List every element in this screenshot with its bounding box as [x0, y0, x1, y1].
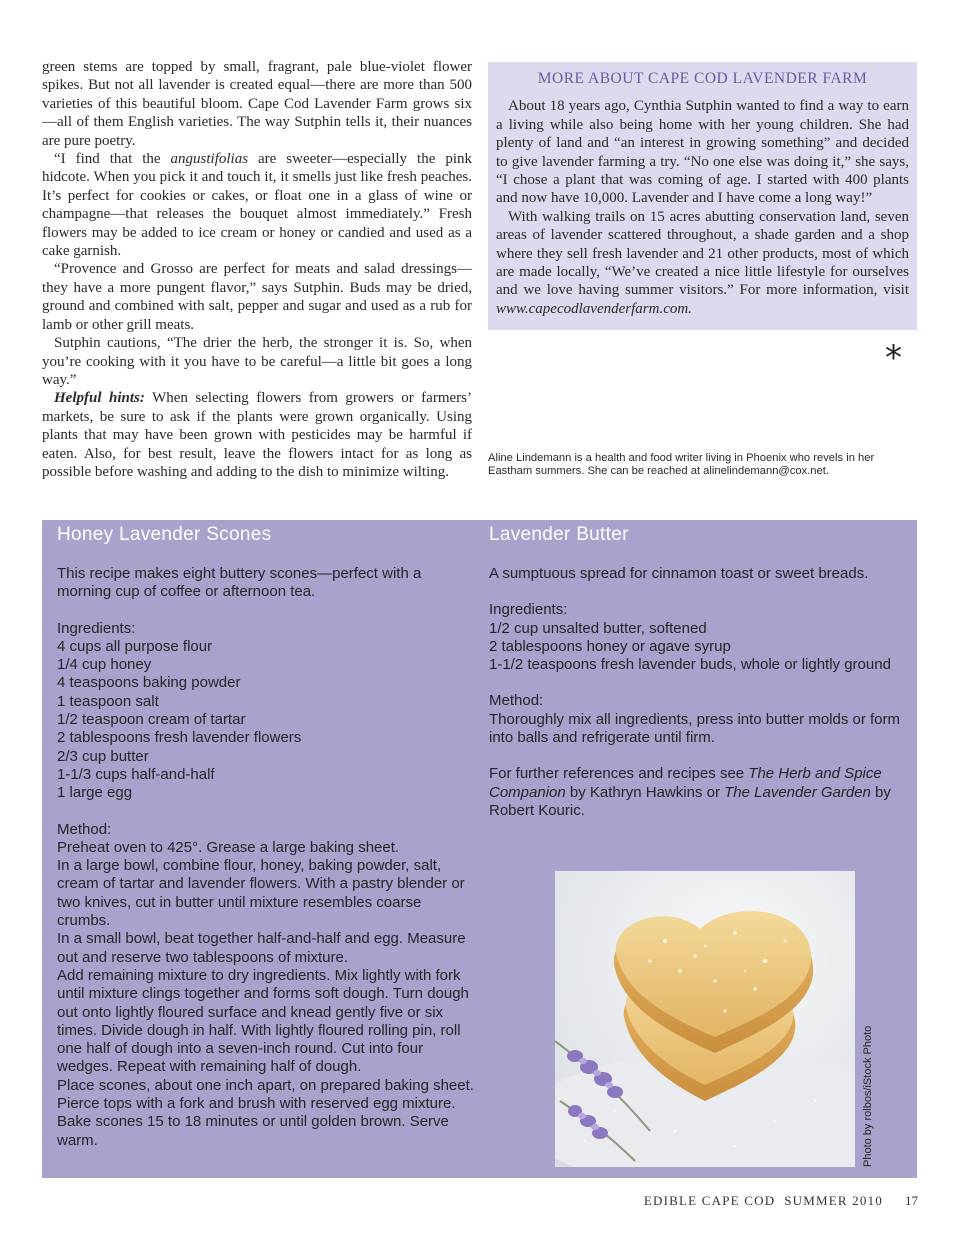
- article-paragraph: green stems are topped by small, fragrant, pale blue-violet flower spikes. But not all lavender is created equal—there are more than 500 varieties of this beautiful bloom. Cape Cod Lavender Farm grows six—all of them English varieties. The way Sutphin tells it, their nuances are pure poetry.: [42, 59, 472, 149]
- article-paragraph: “Provence and Grosso are perfect for meats and salad dressings—they have a more pungent flavor,” says Sutphin. Buds may be dried, ground and combined with salt, pepper and sugar and used as a rub for lamb or other grill meats.: [42, 261, 472, 333]
- references-part: by Robert Kouric.: [489, 783, 891, 819]
- ingredient-item: 1/4 cup honey: [57, 656, 152, 674]
- ingredients-list: [57, 638, 477, 803]
- ingredient-item: 1-1/2 teaspoons fresh lavender buds, whole or lightly ground: [489, 656, 891, 674]
- helpful-hints-label: Helpful hints:: [54, 390, 145, 407]
- method-step: Preheat oven to 425°. Grease a large baking sheet.: [57, 838, 400, 856]
- ingredient-item: 1/2 teaspoon cream of tartar: [57, 711, 246, 729]
- ingredient-item: 2/3 cup butter: [57, 747, 149, 765]
- method-label: Method:: [489, 692, 544, 710]
- method-label: Method:: [57, 820, 112, 838]
- author-bio: Aline Lindemann is a health and food writer living in Phoenix who revels in her Eastham summers. She can be reached at alinelindemann@cox.net.: [488, 452, 875, 477]
- ingredients-list: [489, 620, 914, 675]
- ingredients-label: Ingredients:: [57, 619, 136, 637]
- ingredient-item: 4 cups all purpose flour: [57, 637, 213, 655]
- sidebar-paragraph: [496, 208, 909, 318]
- farm-website-link[interactable]: www.capecodlavenderfarm.com.: [496, 300, 692, 317]
- article-text: “I find that the: [54, 151, 171, 168]
- publication-name: EDIBLE CAPE COD: [643, 1193, 776, 1208]
- recipe-title: Honey Lavender Scones: [57, 524, 272, 545]
- farm-sidebar: [488, 62, 917, 330]
- article-paragraph: [42, 389, 472, 481]
- ingredients-label: Ingredients:: [489, 601, 568, 619]
- sidebar-text: With walking trails on 15 acres abutting conservation land, seven areas of lavender scattered throughout, a shade garden and a shop where they sell fresh lavender and 21 other products, most of which are made locally, “We’ve created a nice little lifestyle for ourselves and we love having summer visitors.” For more information, visit: [496, 208, 909, 299]
- cookie-photo-illustration: [555, 871, 855, 1167]
- issue-label: SUMMER 2010: [784, 1193, 883, 1208]
- method-text: Thoroughly mix all ingredients, press into butter molds or form into balls and refrigerate until firm.: [489, 710, 901, 747]
- end-mark-icon: *: [885, 338, 902, 378]
- ingredient-item: 1 teaspoon salt: [57, 692, 159, 710]
- ingredient-item: 2 tablespoons fresh lavender flowers: [57, 729, 302, 747]
- recipe-title: Lavender Butter: [489, 524, 629, 545]
- book-title: The Lavender Garden: [724, 783, 871, 801]
- ingredient-item: 1-1/3 cups half-and-half: [57, 765, 215, 783]
- sidebar-title: MORE ABOUT CAPE COD LAVENDER FARM: [537, 70, 868, 87]
- recipe-intro: A sumptuous spread for cinnamon toast or sweet breads.: [489, 565, 869, 582]
- method-step: Add remaining mixture to dry ingredients. Mix lightly with fork until mixture clings together and forms soft dough. Turn dough out onto lightly floured surface and knead gently five or six times. Divide dough in half. With lightly floured rolling pin, roll one half of dough into a seven-inch round. Cut into four wedges. Repeat with remaining half of dough.: [57, 966, 469, 1076]
- article-paragraph: [42, 150, 472, 260]
- method-step: Place scones, about one inch apart, on prepared baking sheet. Pierce tops with a fork and brush with reserved egg mixture. Bake scones 15 to 18 minutes or until golden brown. Serve warm.: [57, 1076, 474, 1149]
- sidebar-paragraph: About 18 years ago, Cynthia Sutphin wanted to find a way to earn a living while also being home with her young children. She had plenty of land and “an interest in growing something” and decided to give lavender farming a try. “No one else was doing it,” she says, “I chose a plant that was coming of age. I started with 400 plants and now have 10,000. Lavender and I have come a long way!”: [496, 98, 909, 207]
- butter-recipe: [489, 520, 914, 820]
- references-part: by Kathryn Hawkins or: [565, 783, 725, 801]
- references-part: For further references and recipes see: [489, 765, 749, 783]
- ingredient-item: 1/2 cup unsalted butter, softened: [489, 619, 707, 637]
- page-number: 17: [905, 1193, 918, 1208]
- cookie-photo: [555, 871, 855, 1167]
- page-footer: [644, 1193, 918, 1209]
- article-paragraph: Sutphin cautions, “The drier the herb, the stronger it is. So, when you’re cooking with it you have to be careful—a little bit goes a long way.”: [42, 335, 472, 388]
- book-title: The Herb and Spice Companion: [489, 765, 882, 801]
- photo-credit: Photo by rolbos/iStock Photo: [862, 1025, 874, 1167]
- method-step: In a small bowl, beat together half-and-half and egg. Measure out and reserve two tablespoons of mixture.: [57, 930, 466, 966]
- article-body: [42, 58, 472, 481]
- recipe-intro: This recipe makes eight buttery scones—perfect with a morning cup of coffee or afternoon tea.: [57, 565, 422, 601]
- article-emphasis: angustifolias: [170, 151, 249, 168]
- references-text: [489, 765, 914, 820]
- article-text: When selecting flowers from growers or farmers’ markets, be sure to ask if the plants were grown organically. Using plants that may have been grown with pesticides may be harmful if eaten. Also, for best result, leave the flowers intact for as long as possible before washing and adding to the dish to minimize wilting.: [42, 390, 472, 480]
- ingredient-item: 2 tablespoons honey or agave syrup: [489, 637, 731, 655]
- method-step: In a large bowl, combine flour, honey, baking powder, salt, cream of tartar and lavender flowers. With a pastry blender or two knives, cut in butter until mixture resembles coarse crumbs.: [57, 857, 465, 930]
- ingredient-item: 1 large egg: [57, 784, 133, 802]
- ingredient-item: 4 teaspoons baking powder: [57, 674, 241, 692]
- article-text: are sweeter—especially the pink hidcote. When you pick it and touch it, it smells just like fresh peaches. It’s perfect for cookies or cakes, or float one in a glass of wine or champagne—that releases the bouquet almost immediately.” Fresh flowers may be added to ice cream or honey or candied and used as a cake garnish.: [42, 151, 472, 260]
- scones-recipe: [57, 520, 477, 1150]
